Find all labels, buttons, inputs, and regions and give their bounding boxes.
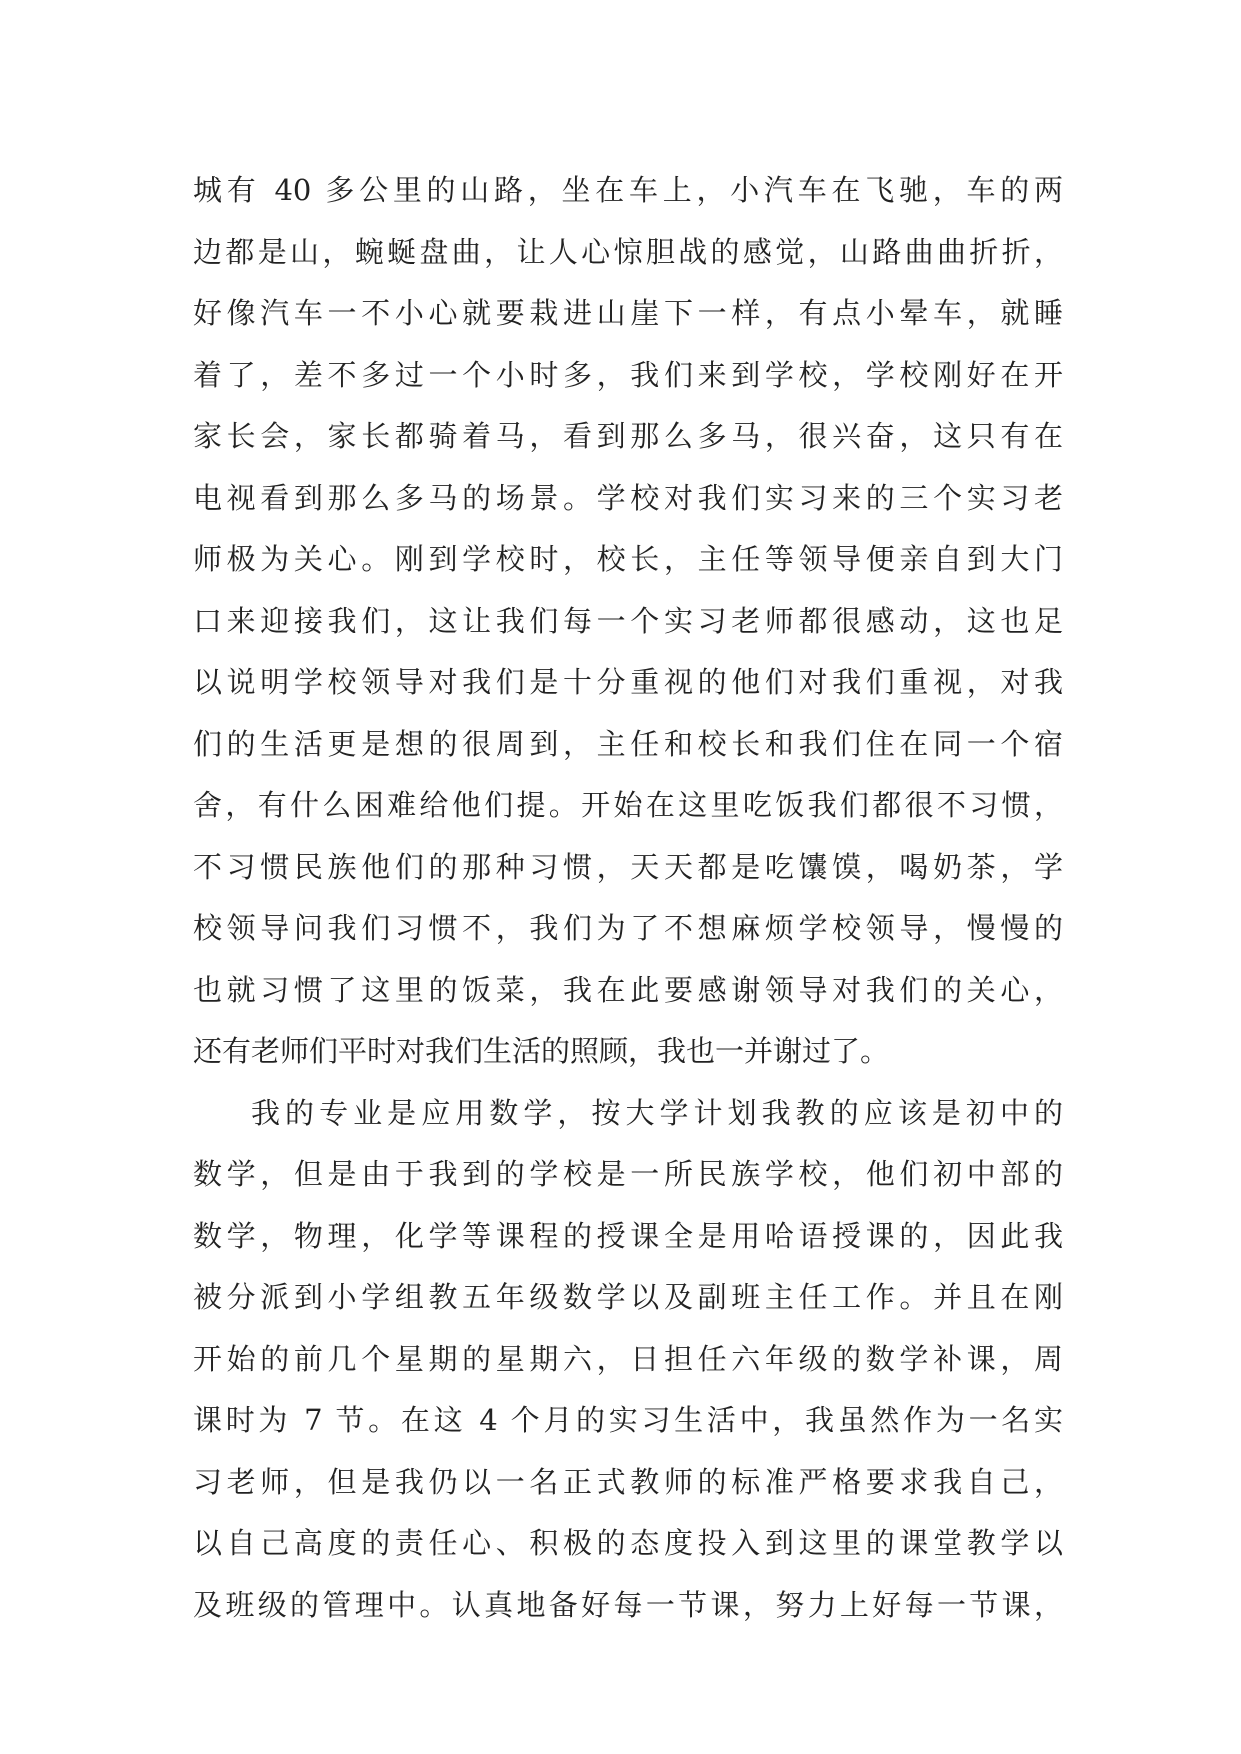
- text-line: 不习惯民族他们的那种习惯，天天都是吃馕馍，喝奶茶，学: [193, 849, 1063, 884]
- text-line: 着了，差不多过一个小时多，我们来到学校，学校刚好在开: [193, 357, 1063, 392]
- text-line: 课时为 7 节。在这 4 个月的实习生活中，我虽然作为一名实: [193, 1403, 1063, 1437]
- text-line: 开始的前几个星期的星期六，日担任六年级的数学补课，周: [193, 1341, 1063, 1376]
- text-line: 口来迎接我们，这让我们每一个实习老师都很感动，这也足: [193, 603, 1063, 638]
- text-line: 我的专业是应用数学，按大学计划我教的应该是初中的: [251, 1095, 1063, 1130]
- text-line: 以自己高度的责任心、积极的态度投入到这里的课堂教学以: [193, 1526, 1063, 1560]
- paragraph-2: [193, 1083, 1063, 1637]
- text-line: 家长会，家长都骑着马，看到那么多马，很兴奋，这只有在: [193, 419, 1063, 453]
- text-line: 还有老师们平时对我们生活的照顾，我也一并谢过了。: [193, 1034, 890, 1068]
- text-line: 及班级的管理中。认真地备好每一节课，努力上好每一节课，: [193, 1587, 1063, 1622]
- text-line: 数学，物理，化学等课程的授课全是用哈语授课的，因此我: [193, 1218, 1063, 1253]
- body-text: [193, 160, 1063, 1636]
- text-line: 边都是山，蜿蜒盘曲，让人心惊胆战的感觉，山路曲曲折折，: [193, 234, 1063, 269]
- text-line: 城有 40 多公里的山路，坐在车上，小汽车在飞驰，车的两: [193, 173, 1063, 207]
- text-line: 以说明学校领导对我们是十分重视的他们对我们重视，对我: [193, 665, 1063, 699]
- text-line: 也就习惯了这里的饭菜，我在此要感谢领导对我们的关心，: [193, 972, 1063, 1007]
- text-line: 电视看到那么多马的场景。学校对我们实习来的三个实习老: [193, 480, 1063, 515]
- text-line: 校领导问我们习惯不，我们为了不想麻烦学校领导，慢慢的: [193, 911, 1063, 945]
- text-line: 好像汽车一不小心就要栽进山崖下一样，有点小晕车，就睡: [193, 296, 1063, 330]
- text-line: 舍，有什么困难给他们提。开始在这里吃饭我们都很不习惯，: [193, 788, 1063, 822]
- text-line: 被分派到小学组教五年级数学以及副班主任工作。并且在刚: [193, 1280, 1063, 1314]
- text-line: 数学，但是由于我到的学校是一所民族学校，他们初中部的: [193, 1157, 1063, 1191]
- text-line: 习老师，但是我仍以一名正式教师的标准严格要求我自己，: [193, 1464, 1063, 1499]
- paragraph-1: [193, 160, 1063, 1083]
- text-line: 们的生活更是想的很周到，主任和校长和我们住在同一个宿: [193, 726, 1063, 761]
- text-line: 师极为关心。刚到学校时，校长，主任等领导便亲自到大门: [193, 542, 1063, 576]
